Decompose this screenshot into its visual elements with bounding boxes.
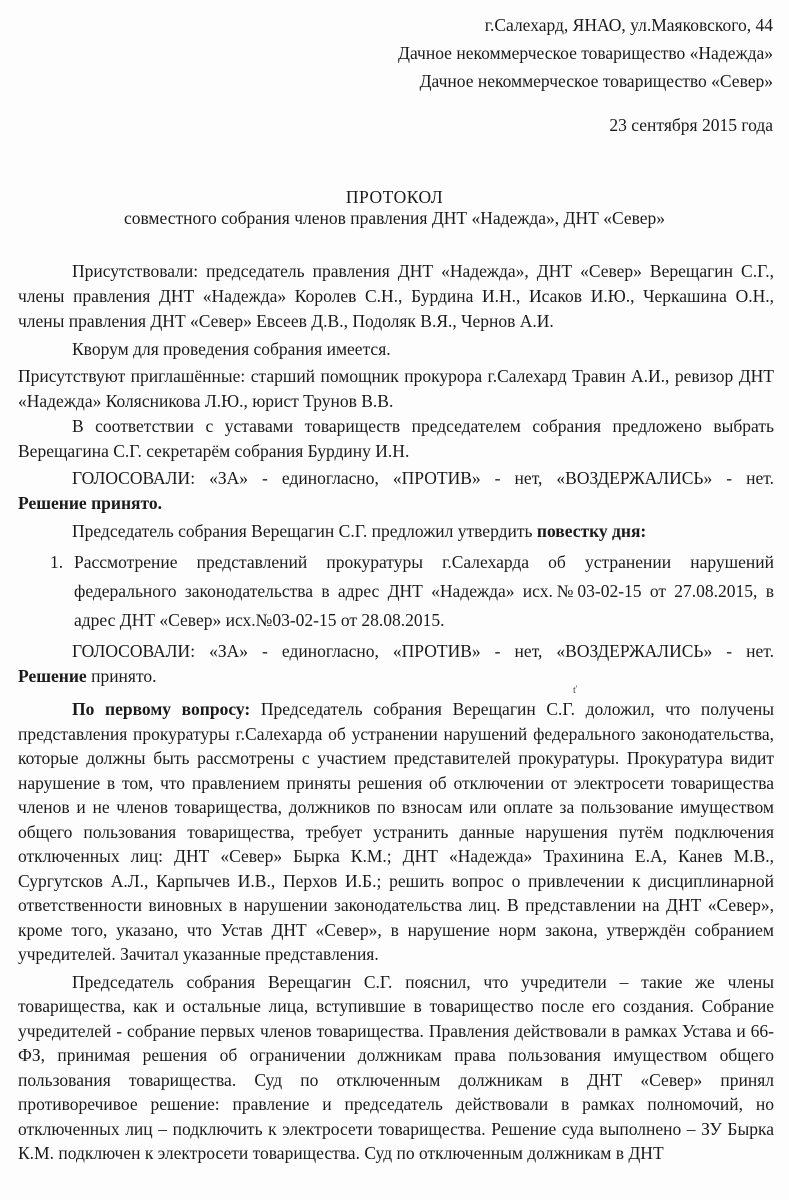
- document-date: 23 сентября 2015 года: [609, 115, 773, 135]
- first-question-text: Председатель собрания Верещагин С.Г. доложил, что получены представления прокуратуры г.Салехарда об устранении нарушений федерального законодательства, которые должны быть рассмотрены с участием представителей прокуратуры. Прокуратура видит нарушение в том, что правлением приняты решения об отключении от электросети товарищества членов и не членов товарищества, должников по взносам или оплате за пользование имуществом общего пользования товарищества, требует устранить данные нарушения путём подключения отключенных лиц: ДНТ «Север» Бырка К.М.; ДНТ «Надежда» Трахинина Е.А, Канев М.В., Сургутсков А.Л., Карпычев И.В., Перхов И.Б.; решить вопрос о привлечении к дисциплинарной ответственности виновных в нарушении законодательства лиц. В представлении на ДНТ «Север», кроме того, указано, что Устав ДНТ «Север», в нарушение норм закона, утверждён собранием учредителей. Зачитал указанные представления.: [18, 699, 774, 964]
- header-org-2: Дачное некоммерческое товарищество «Север»: [419, 71, 773, 91]
- decision-1-text: Решение принято.: [18, 493, 163, 513]
- header-org-1: Дачное некоммерческое товарищество «Надежда»: [398, 43, 773, 63]
- paragraph-chair: В соответствии с уставами товариществ председателем собрания предложено выбрать Верещагина С.Г. секретарём собрания Бурдину И.Н.: [18, 416, 774, 461]
- paragraph-quorum: Кворум для проведения собрания имеется.: [72, 339, 391, 359]
- section-attendance: [18, 259, 774, 689]
- paragraph-first-question: [18, 697, 774, 967]
- paragraph-decision-1: [18, 491, 774, 516]
- paragraph-vote-2: ГОЛОСОВАЛИ: «ЗА» - единогласно, «ПРОТИВ» - нет, «ВОЗДЕРЖАЛИСЬ» - нет.: [72, 641, 774, 661]
- paragraph-decision-2: [18, 664, 774, 689]
- document-header: [398, 11, 773, 95]
- paragraph-invited: Присутствуют приглашённые: старший помощник прокурора г.Салехард Травин А.И., ревизор ДНТ «Надежда» Колясникова Л.Ю., юрист Трунов В.В.: [18, 366, 774, 411]
- agenda-intro-text: Председатель собрания Верещагин С.Г. предложил утвердить: [72, 521, 533, 541]
- agenda-item-1-number: 1.: [50, 552, 64, 572]
- document-title: ПРОТОКОЛ: [345, 187, 444, 207]
- first-question-label: По первому вопросу:: [72, 699, 251, 719]
- agenda-label: повестку дня:: [536, 521, 647, 541]
- stray-mark: ť: [573, 685, 578, 696]
- paragraph-agenda-intro: [18, 519, 774, 544]
- section-first-question: [18, 697, 774, 1166]
- agenda-item-1-text: Рассмотрение представлений прокуратуры г.Салехарда об устранении нарушений федерального законодательства в адрес ДНТ «Надежда» исх.№03-02-15 от 27.08.2015, в адрес ДНТ «Север» исх.№03-02-15 от 28.08.2015.: [74, 552, 774, 630]
- document-subtitle: совместного собрания членов правления ДНТ «Надежда», ДНТ «Север»: [123, 208, 666, 228]
- decision-2-label: Решение: [18, 666, 87, 686]
- paragraph-present: Присутствовали: председатель правления ДНТ «Надежда», ДНТ «Север» Верещагин С.Г., члены правления ДНТ «Надежда» Королев С.Н., Бурдина И.Н., Исаков И.Ю., Черкашина О.Н., члены правления ДНТ «Север» Евсеев Д.В., Подоляк В.Я., Чернов А.И.: [18, 261, 774, 331]
- agenda-item-1: [18, 548, 774, 635]
- header-address: г.Салехард, ЯНАО, ул.Маяковского, 44: [484, 15, 773, 35]
- decision-2-rest: принято.: [91, 666, 157, 686]
- paragraph-explanation: Председатель собрания Верещагин С.Г. пояснил, что учредители – такие же члены товарищества, как и остальные лица, вступившие в товарищество после его создания. Собрание учредителей - собрание первых членов товарищества. Правления действовали в рамках Устава и 66-ФЗ, принимая решения об ограничении должникам права пользования имуществом общего пользования товарищества. Суд по отключенным должникам в ДНТ «Север» принял противоречивое решение: правление и председатель действовали в рамках полномочий, но отключенных лиц – подключить к электросети товарищества. Решение суда выполнено – ЗУ Бырка К.М. подключен к электросети товарищества. Суд по отключенным должникам в ДНТ: [18, 971, 774, 1163]
- paragraph-vote-1: ГОЛОСОВАЛИ: «ЗА» - единогласно, «ПРОТИВ» - нет, «ВОЗДЕРЖАЛИСЬ» - нет.: [72, 468, 774, 488]
